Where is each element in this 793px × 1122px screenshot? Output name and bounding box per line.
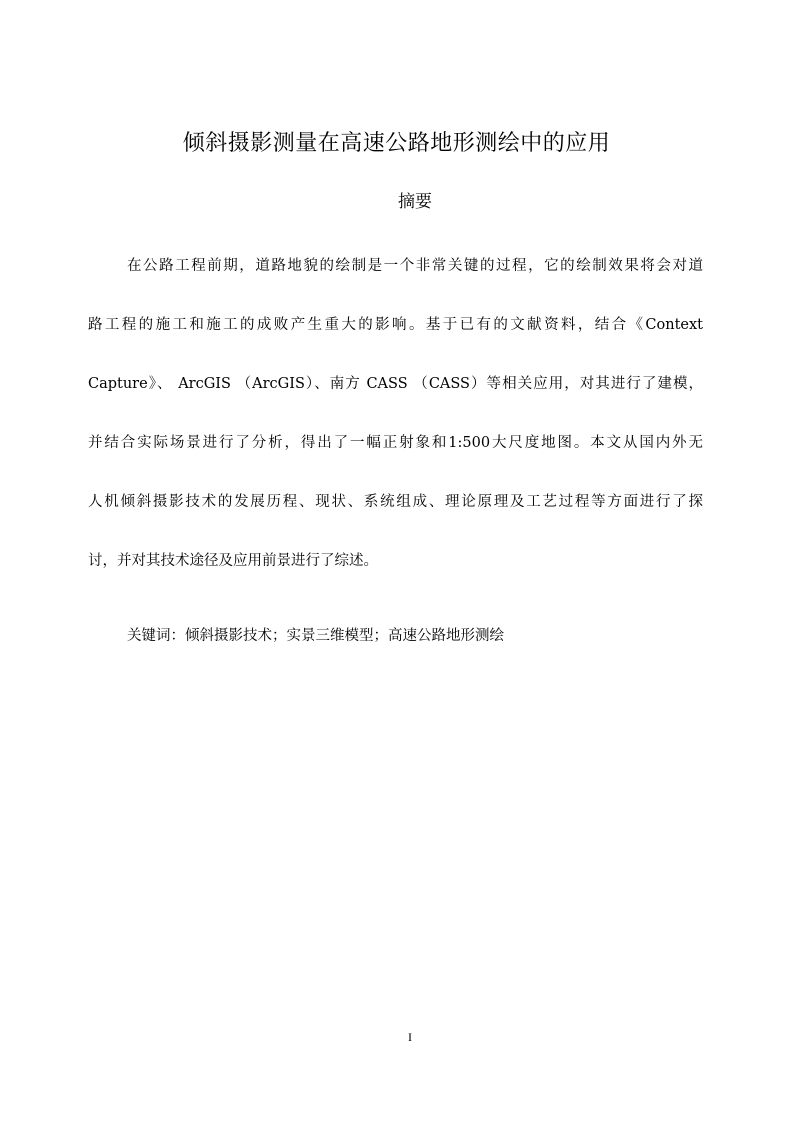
abstract-line-6: 讨，并对其技术途径及应用前景进行了综述。 xyxy=(88,553,378,569)
keywords-line: 关键词：倾斜摄影技术；实景三维模型；高速公路地形测绘 xyxy=(127,628,504,644)
abstract-line-1: 在公路工程前期，道路地貌的绘制是一个非常关键的过程，它的绘制效果将会对道 xyxy=(127,258,703,274)
abstract-line-5: 人机倾斜摄影技术的发展历程、现状、系统组成、理论原理及工艺过程等方面进行了探 xyxy=(88,494,703,510)
abstract-heading: 摘要 xyxy=(398,192,432,212)
abstract-line-4: 并结合实际场景进行了分析，得出了一幅正射象和1:500大尺度地图。本文从国内外无 xyxy=(88,435,703,451)
abstract-line-3: Capture》、 ArcGIS （ArcGIS）、南方 CASS （CASS）等相关应用，对其进行了建模， xyxy=(88,376,703,392)
document-title: 倾斜摄影测量在高速公路地形测绘中的应用 xyxy=(182,131,611,156)
abstract-line-2: 路工程的施工和施工的成败产生重大的影响。基于已有的文献资料，结合《Context xyxy=(88,317,703,333)
page-number: I xyxy=(408,1030,412,1044)
